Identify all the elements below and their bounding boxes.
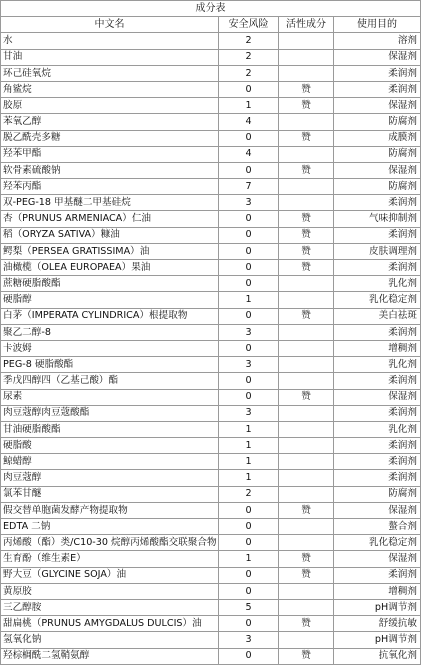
- table-row: [1, 81, 421, 97]
- cell-purpose: 保湿剂: [334, 98, 421, 114]
- table-row: [1, 405, 421, 421]
- cell-active: [279, 438, 334, 454]
- cell-purpose: 舒缓抗敏: [334, 616, 421, 632]
- cell-risk: 0: [219, 162, 279, 178]
- table-row: [1, 49, 421, 65]
- cell-name: 杏（PRUNUS ARMENIACA）仁油: [1, 211, 219, 227]
- cell-risk: 1: [219, 454, 279, 470]
- cell-active: [279, 324, 334, 340]
- header-active: 活性成分: [279, 17, 334, 33]
- cell-risk: 0: [219, 243, 279, 259]
- cell-active: 赞: [279, 308, 334, 324]
- table-row: [1, 535, 421, 551]
- table-row: [1, 195, 421, 211]
- header-risk: 安全风险: [219, 17, 279, 33]
- cell-risk: 1: [219, 470, 279, 486]
- cell-risk: 2: [219, 33, 279, 49]
- cell-name: 假交替单胞菌发酵产物提取物: [1, 502, 219, 518]
- cell-active: 赞: [279, 130, 334, 146]
- cell-risk: 3: [219, 195, 279, 211]
- table-row: [1, 324, 421, 340]
- cell-name: 鳄梨（PERSEA GRATISSIMA）油: [1, 243, 219, 259]
- cell-name: 甜扁桃（PRUNUS AMYGDALUS DULCIS）油: [1, 616, 219, 632]
- cell-active: [279, 179, 334, 195]
- cell-purpose: 柔润剂: [334, 324, 421, 340]
- cell-risk: 1: [219, 438, 279, 454]
- cell-active: [279, 33, 334, 49]
- table-row: [1, 292, 421, 308]
- cell-active: 赞: [279, 502, 334, 518]
- cell-purpose: 柔润剂: [334, 260, 421, 276]
- cell-name: 硬脂醇: [1, 292, 219, 308]
- cell-active: 赞: [279, 551, 334, 567]
- cell-name: 氢氧化钠: [1, 632, 219, 648]
- cell-risk: 1: [219, 98, 279, 114]
- cell-purpose: 乳化剂: [334, 276, 421, 292]
- cell-name: 甘油硬脂酸酯: [1, 421, 219, 437]
- table-row: [1, 65, 421, 81]
- table-row: [1, 243, 421, 259]
- table-row: [1, 162, 421, 178]
- table-title: 成分表: [1, 1, 421, 17]
- cell-purpose: 防腐剂: [334, 114, 421, 130]
- cell-risk: 1: [219, 421, 279, 437]
- table-row: [1, 454, 421, 470]
- table-row: [1, 146, 421, 162]
- cell-risk: 0: [219, 502, 279, 518]
- cell-risk: 2: [219, 65, 279, 81]
- cell-active: [279, 583, 334, 599]
- table-row: [1, 470, 421, 486]
- table-row: [1, 260, 421, 276]
- cell-risk: 2: [219, 486, 279, 502]
- cell-name: 羟苯甲酯: [1, 146, 219, 162]
- table-row: [1, 632, 421, 648]
- cell-purpose: 保湿剂: [334, 502, 421, 518]
- cell-active: [279, 49, 334, 65]
- cell-name: 肉豆蔻醇: [1, 470, 219, 486]
- cell-name: 甘油: [1, 49, 219, 65]
- table-row: [1, 438, 421, 454]
- cell-active: [279, 292, 334, 308]
- cell-name: 双-PEG-18 甲基醚二甲基硅烷: [1, 195, 219, 211]
- cell-active: [279, 340, 334, 356]
- cell-active: [279, 470, 334, 486]
- table-row: [1, 583, 421, 599]
- cell-purpose: 乳化稳定剂: [334, 535, 421, 551]
- cell-name: 尿素: [1, 389, 219, 405]
- cell-purpose: 抗氧化剂: [334, 648, 421, 664]
- cell-active: [279, 632, 334, 648]
- cell-purpose: 柔润剂: [334, 567, 421, 583]
- cell-name: 季戊四醇四（乙基己酸）酯: [1, 373, 219, 389]
- cell-purpose: 保湿剂: [334, 162, 421, 178]
- table-row: [1, 567, 421, 583]
- cell-purpose: 柔润剂: [334, 65, 421, 81]
- cell-name: 水: [1, 33, 219, 49]
- cell-active: 赞: [279, 243, 334, 259]
- cell-purpose: 乳化剂: [334, 421, 421, 437]
- cell-active: [279, 276, 334, 292]
- cell-risk: 0: [219, 583, 279, 599]
- cell-name: 鲸蜡醇: [1, 454, 219, 470]
- cell-risk: 3: [219, 324, 279, 340]
- table-row: [1, 98, 421, 114]
- cell-name: 脱乙酰壳多糖: [1, 130, 219, 146]
- cell-active: 赞: [279, 616, 334, 632]
- cell-risk: 4: [219, 146, 279, 162]
- table-row: [1, 599, 421, 615]
- table-row: [1, 421, 421, 437]
- cell-purpose: 防腐剂: [334, 486, 421, 502]
- header-purpose: 使用目的: [334, 17, 421, 33]
- cell-name: 羟苯丙酯: [1, 179, 219, 195]
- cell-risk: 1: [219, 292, 279, 308]
- cell-name: PEG-8 硬脂酸酯: [1, 357, 219, 373]
- table-row: [1, 179, 421, 195]
- cell-risk: 0: [219, 81, 279, 97]
- cell-risk: 0: [219, 389, 279, 405]
- cell-active: 赞: [279, 211, 334, 227]
- table-title-row: [1, 1, 421, 17]
- cell-name: 野大豆（GLYCINE SOJA）油: [1, 567, 219, 583]
- cell-name: 生育酚（维生素E）: [1, 551, 219, 567]
- cell-purpose: 防腐剂: [334, 179, 421, 195]
- cell-risk: 7: [219, 179, 279, 195]
- cell-risk: 0: [219, 535, 279, 551]
- cell-purpose: 保湿剂: [334, 389, 421, 405]
- table-row: [1, 114, 421, 130]
- cell-purpose: 柔润剂: [334, 454, 421, 470]
- cell-risk: 0: [219, 130, 279, 146]
- table-row: [1, 276, 421, 292]
- cell-purpose: 柔润剂: [334, 470, 421, 486]
- cell-name: 软骨素硫酸钠: [1, 162, 219, 178]
- table-row: [1, 33, 421, 49]
- table-header-row: [1, 17, 421, 33]
- cell-name: 氯苯甘醚: [1, 486, 219, 502]
- cell-purpose: 增稠剂: [334, 340, 421, 356]
- table-row: [1, 616, 421, 632]
- cell-purpose: 美白祛斑: [334, 308, 421, 324]
- cell-risk: 3: [219, 632, 279, 648]
- cell-risk: 3: [219, 357, 279, 373]
- cell-risk: 0: [219, 567, 279, 583]
- table-row: [1, 340, 421, 356]
- cell-purpose: 溶剂: [334, 33, 421, 49]
- cell-purpose: 气味抑制剂: [334, 211, 421, 227]
- cell-name: 胶原: [1, 98, 219, 114]
- cell-risk: 0: [219, 616, 279, 632]
- cell-risk: 0: [219, 260, 279, 276]
- table-row: [1, 357, 421, 373]
- cell-purpose: 乳化剂: [334, 357, 421, 373]
- cell-purpose: pH调节剂: [334, 599, 421, 615]
- cell-active: [279, 519, 334, 535]
- cell-name: 稻（ORYZA SATIVA）糠油: [1, 227, 219, 243]
- cell-active: 赞: [279, 98, 334, 114]
- cell-name: 角鲨烷: [1, 81, 219, 97]
- cell-name: 油橄榄（OLEA EUROPAEA）果油: [1, 260, 219, 276]
- cell-risk: 0: [219, 227, 279, 243]
- cell-purpose: 保湿剂: [334, 49, 421, 65]
- cell-risk: 0: [219, 373, 279, 389]
- cell-risk: 0: [219, 519, 279, 535]
- cell-active: [279, 357, 334, 373]
- cell-purpose: 柔润剂: [334, 438, 421, 454]
- cell-active: 赞: [279, 389, 334, 405]
- cell-active: [279, 486, 334, 502]
- cell-purpose: 柔润剂: [334, 373, 421, 389]
- cell-risk: 3: [219, 405, 279, 421]
- cell-purpose: 皮肤调理剂: [334, 243, 421, 259]
- cell-risk: 0: [219, 308, 279, 324]
- cell-purpose: 保湿剂: [334, 551, 421, 567]
- cell-active: [279, 405, 334, 421]
- cell-active: 赞: [279, 567, 334, 583]
- cell-active: [279, 421, 334, 437]
- cell-active: [279, 114, 334, 130]
- cell-name: 黄原胶: [1, 583, 219, 599]
- cell-risk: 4: [219, 114, 279, 130]
- cell-risk: 0: [219, 340, 279, 356]
- cell-active: 赞: [279, 227, 334, 243]
- table-row: [1, 227, 421, 243]
- table-row: [1, 551, 421, 567]
- table-row: [1, 519, 421, 535]
- cell-active: [279, 535, 334, 551]
- table-row: [1, 648, 421, 664]
- table-body: [1, 33, 421, 664]
- cell-name: 硬脂酸: [1, 438, 219, 454]
- cell-name: 环己硅氧烷: [1, 65, 219, 81]
- cell-risk: 1: [219, 551, 279, 567]
- cell-risk: 5: [219, 599, 279, 615]
- cell-purpose: 柔润剂: [334, 195, 421, 211]
- cell-purpose: 防腐剂: [334, 146, 421, 162]
- cell-name: 蔗糖硬脂酸酯: [1, 276, 219, 292]
- cell-name: 苯氧乙醇: [1, 114, 219, 130]
- cell-purpose: 柔润剂: [334, 81, 421, 97]
- cell-name: 肉豆蔻醇肉豆蔻酸酯: [1, 405, 219, 421]
- cell-active: [279, 373, 334, 389]
- cell-risk: 0: [219, 648, 279, 664]
- cell-name: EDTA 二钠: [1, 519, 219, 535]
- cell-name: 三乙醇胺: [1, 599, 219, 615]
- cell-purpose: 柔润剂: [334, 227, 421, 243]
- cell-purpose: pH调节剂: [334, 632, 421, 648]
- cell-risk: 0: [219, 211, 279, 227]
- cell-name: 白茅（IMPERATA CYLINDRICA）根提取物: [1, 308, 219, 324]
- cell-purpose: 增稠剂: [334, 583, 421, 599]
- cell-purpose: 乳化稳定剂: [334, 292, 421, 308]
- table-row: [1, 130, 421, 146]
- cell-active: [279, 454, 334, 470]
- table-row: [1, 308, 421, 324]
- cell-risk: 2: [219, 49, 279, 65]
- cell-active: [279, 65, 334, 81]
- cell-risk: 0: [219, 276, 279, 292]
- cell-active: [279, 599, 334, 615]
- cell-active: 赞: [279, 162, 334, 178]
- table-row: [1, 211, 421, 227]
- cell-purpose: 成膜剂: [334, 130, 421, 146]
- table-row: [1, 486, 421, 502]
- table-row: [1, 389, 421, 405]
- cell-active: [279, 195, 334, 211]
- cell-active: 赞: [279, 81, 334, 97]
- cell-active: [279, 146, 334, 162]
- cell-name: 羟棕榈酰二氢鞘氨醇: [1, 648, 219, 664]
- table-row: [1, 373, 421, 389]
- cell-purpose: 柔润剂: [334, 405, 421, 421]
- cell-name: 丙烯酸（酯）类/C10-30 烷醇丙烯酸酯交联聚合物: [1, 535, 219, 551]
- header-name: 中文名: [1, 17, 219, 33]
- cell-name: 卡波姆: [1, 340, 219, 356]
- cell-name: 聚乙二醇-8: [1, 324, 219, 340]
- table-row: [1, 502, 421, 518]
- cell-active: 赞: [279, 260, 334, 276]
- cell-active: 赞: [279, 648, 334, 664]
- cell-purpose: 螯合剂: [334, 519, 421, 535]
